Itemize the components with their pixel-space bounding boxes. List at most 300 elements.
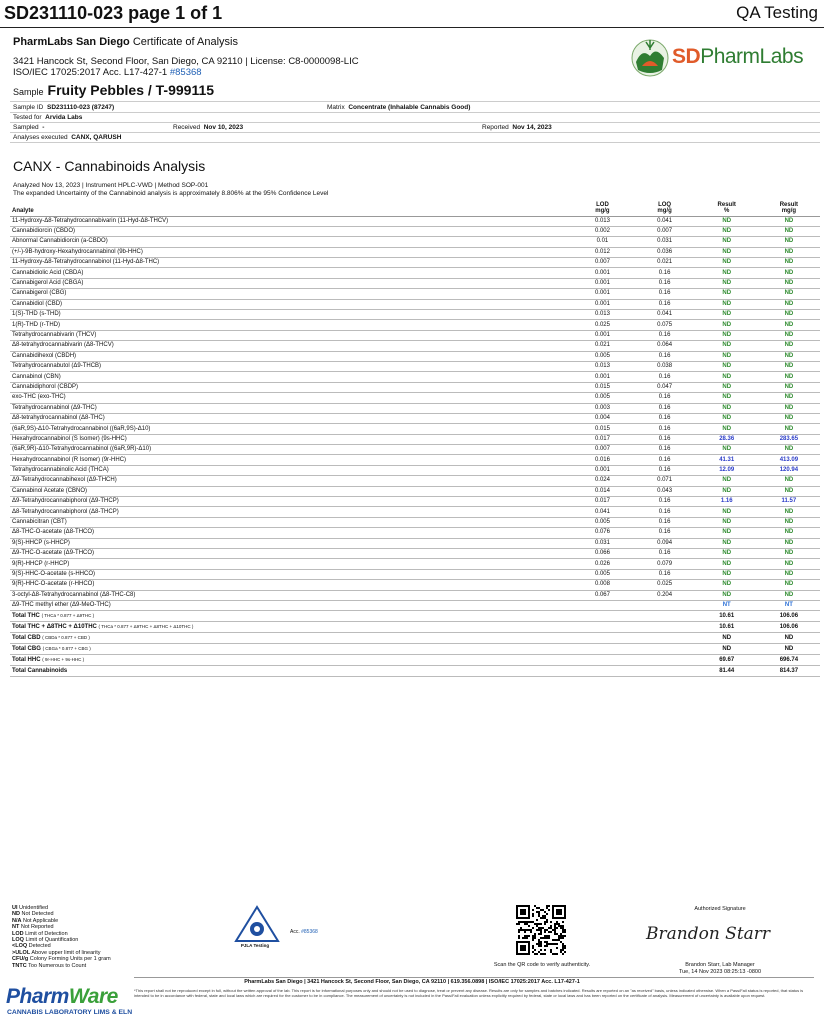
- result-pct-cell: ND: [696, 320, 758, 330]
- empty-cell: [571, 644, 633, 655]
- lod-cell: 0.031: [571, 538, 633, 548]
- loq-cell: 0.043: [634, 486, 696, 496]
- loq-cell: 0.041: [634, 310, 696, 320]
- loq-cell: 0.071: [634, 476, 696, 486]
- result-pct-cell: ND: [696, 580, 758, 590]
- empty-cell: [634, 611, 696, 622]
- lod-cell: 0.013: [571, 361, 633, 371]
- result-pct-cell: ND: [696, 549, 758, 559]
- pharmware-tagline: CANNABIS LABORATORY LIMS & ELN: [7, 1009, 133, 1016]
- legend-item: ND Not Detected: [12, 911, 54, 918]
- uncertainty-note: The expanded Uncertainty of the Cannabinoid analysis is approximately 8.806% at the 95% Confidence Level: [13, 190, 329, 197]
- sample-id-field: Sample ID SD231110-023 (87247): [13, 104, 115, 111]
- result-pct-cell: ND: [696, 289, 758, 299]
- analyte-cell: 1(S)-THD (s-THD): [10, 310, 571, 320]
- analyte-cell: Δ9-THC-O-acetate (Δ9-THCO): [10, 549, 571, 559]
- loq-cell: 0.047: [634, 382, 696, 392]
- total-label-cell: Total THC ( THCa * 0.877 + Δ9THC ): [10, 611, 571, 622]
- result-pct-cell: 1.16: [696, 497, 758, 507]
- table-row: [10, 330, 820, 340]
- result-mg-cell: NT: [758, 600, 820, 610]
- lab-address: [13, 56, 513, 78]
- lod-cell: 0.001: [571, 289, 633, 299]
- loq-cell: 0.16: [634, 268, 696, 278]
- result-pct-cell: ND: [696, 538, 758, 548]
- result-pct-cell: ND: [696, 278, 758, 288]
- table-row: [10, 268, 820, 278]
- lod-cell: 0.013: [571, 310, 633, 320]
- legend-item: TNTC Too Numerous to Count: [12, 962, 87, 969]
- total-row: [10, 644, 820, 655]
- result-pct-cell: 28.36: [696, 434, 758, 444]
- lod-cell: 0.001: [571, 465, 633, 475]
- empty-cell: [571, 622, 633, 633]
- table-row: [10, 351, 820, 361]
- loq-cell: 0.031: [634, 237, 696, 247]
- lod-cell: 0.021: [571, 341, 633, 351]
- analyte-cell: Δ9-Tetrahydrocannabihexol (Δ9-THCH): [10, 476, 571, 486]
- result-pct-cell: ND: [696, 268, 758, 278]
- result-mg-cell: ND: [758, 517, 820, 527]
- table-row: [10, 247, 820, 257]
- col-analyte: Analyte: [10, 200, 571, 216]
- result-mg-cell: ND: [758, 299, 820, 309]
- analyte-cell: Δ8-tetrahydrocannabivarin (Δ8-THCV): [10, 341, 571, 351]
- analyte-cell: Tetrahydrocannabinolic Acid (THCA): [10, 465, 571, 475]
- col-lod: LOD mg/g: [571, 200, 633, 216]
- total-row: [10, 655, 820, 666]
- lod-cell: 0.004: [571, 413, 633, 423]
- loq-cell: 0.007: [634, 226, 696, 236]
- result-mg-cell: ND: [758, 216, 820, 226]
- result-pct-cell: ND: [696, 445, 758, 455]
- lod-cell: 0.007: [571, 445, 633, 455]
- lod-cell: 0.067: [571, 590, 633, 600]
- analyte-cell: 9(R)-HHCP (r-HHCP): [10, 559, 571, 569]
- total-label-cell: Total THC + Δ8THC + Δ10THC ( THCa * 0.877 + Δ9THC + Δ8THC + Δ10THC ): [10, 622, 571, 633]
- table-row: [10, 434, 820, 444]
- result-mg-cell: ND: [758, 372, 820, 382]
- result-pct-cell: ND: [696, 476, 758, 486]
- result-mg-cell: ND: [758, 476, 820, 486]
- empty-cell: [634, 622, 696, 633]
- loq-cell: 0.079: [634, 559, 696, 569]
- analyte-cell: Cannabinol Acetate (CBNO): [10, 486, 571, 496]
- result-mg-cell: ND: [758, 320, 820, 330]
- table-row: [10, 341, 820, 351]
- analyte-cell: Tetrahydrocannabivarin (THCV): [10, 330, 571, 340]
- loq-cell: 0.16: [634, 445, 696, 455]
- table-row: [10, 237, 820, 247]
- result-mg-cell: ND: [758, 237, 820, 247]
- sdpharmlabs-logo: [628, 36, 818, 82]
- legend-item: NT Not Reported: [12, 924, 54, 931]
- total-label-cell: Total CBG ( CBGa * 0.877 + CBG ): [10, 644, 571, 655]
- legend-item: CFU/g Colony Forming Units per 1 gram: [12, 956, 111, 963]
- analyte-cell: Cannabicitran (CBT): [10, 517, 571, 527]
- analyte-cell: 11-Hydroxy-Δ8-Tetrahydrocannabinol (11-Hyd-Δ8-THC): [10, 258, 571, 268]
- total-label-cell: Total Cannabinoids: [10, 666, 571, 677]
- sample-name: Fruity Pebbles / T-999115: [47, 82, 215, 98]
- loq-cell: 0.16: [634, 424, 696, 434]
- table-row: [10, 226, 820, 236]
- result-pct-cell: ND: [696, 424, 758, 434]
- table-row: [10, 538, 820, 548]
- table-row: [10, 569, 820, 579]
- loq-cell: 0.16: [634, 372, 696, 382]
- lod-cell: 0.007: [571, 258, 633, 268]
- disclaimer-text: *This report shall not be reproduced except in full, without the written approval of the lab. This report is for informational purposes only and should not be used to diagnose, treat or prevent any disease. Results are only for samples and batches indicated. Results are reported on an "as received" basis, unless indicated otherwise. When a Pass/Fail status is reported, that status is intended to be in accordance with federal, state and local laws which are required for the customer to be in compliance. The measurement of uncertainty is not included in the Pass/Fail evaluation unless explicitly required by federal, state or local laws and has been reported on the certificate of analysis. Measurement of uncertainty is available upon request.: [134, 988, 804, 998]
- document-id: SD231110-023 page 1 of 1: [4, 3, 223, 23]
- result-mg-cell: ND: [758, 361, 820, 371]
- analyte-cell: Hexahydrocannabinol (S Isomer) (9s-HHC): [10, 434, 571, 444]
- signature-date: Tue, 14 Nov 2023 08:25:13 -0800: [678, 968, 762, 975]
- result-mg-cell: ND: [758, 330, 820, 340]
- result-mg-cell: ND: [758, 247, 820, 257]
- divider: [10, 132, 820, 133]
- legend-item: UI Unidentified: [12, 905, 49, 911]
- loq-cell: 0.16: [634, 278, 696, 288]
- result-mg-cell: ND: [758, 226, 820, 236]
- result-pct-cell: ND: [696, 528, 758, 538]
- lod-cell: 0.012: [571, 247, 633, 257]
- logo-emblem-icon: [628, 36, 672, 82]
- table-row: [10, 216, 820, 226]
- result-pct-cell: ND: [696, 569, 758, 579]
- result-mg-cell: ND: [758, 403, 820, 413]
- lod-cell: 0.066: [571, 549, 633, 559]
- lab-header: [13, 36, 513, 78]
- analyte-cell: (6aR,9S)-Δ10-Tetrahydrocannabinol ((6aR,9S)-Δ10): [10, 424, 571, 434]
- lod-cell: 0.001: [571, 278, 633, 288]
- divider: [10, 112, 820, 113]
- analyte-cell: Δ9-Tetrahydrocannabiphorol (Δ9-THCP): [10, 497, 571, 507]
- loq-cell: 0.16: [634, 299, 696, 309]
- result-mg-cell: 413.09: [758, 455, 820, 465]
- result-pct-cell: ND: [696, 330, 758, 340]
- result-mg-cell: ND: [758, 590, 820, 600]
- empty-cell: [634, 655, 696, 666]
- total-row: [10, 633, 820, 644]
- lod-cell: 0.015: [571, 424, 633, 434]
- total-label-cell: Total HHC ( 9r-HHC + 9s-HHC ): [10, 655, 571, 666]
- result-mg-cell: ND: [758, 424, 820, 434]
- logo-wordmark: SDPharmLabs: [672, 45, 804, 68]
- analyte-cell: Cannabidiphorol (CBDP): [10, 382, 571, 392]
- lod-cell: 0.015: [571, 382, 633, 392]
- sampled-field: Sampled -: [13, 124, 45, 131]
- loq-cell: 0.036: [634, 247, 696, 257]
- total-mg-cell: 814.37: [758, 666, 820, 677]
- empty-cell: [571, 655, 633, 666]
- qr-code-icon[interactable]: [516, 905, 566, 955]
- loq-cell: 0.16: [634, 549, 696, 559]
- analysis-meta: Analyzed Nov 13, 2023 | Instrument HPLC-VWD | Method SOP-001: [13, 182, 209, 189]
- lod-cell: 0.013: [571, 216, 633, 226]
- analyte-cell: Tetrahydrocannabinol (Δ9-THC): [10, 403, 571, 413]
- result-mg-cell: ND: [758, 310, 820, 320]
- analyte-cell: 11-Hydroxy-Δ8-Tetrahydrocannabivarin (11-Hyd-Δ8-THCV): [10, 216, 571, 226]
- total-pct-cell: ND: [696, 633, 758, 644]
- table-row: [10, 476, 820, 486]
- analyte-cell: 1(R)-THD (r-THD): [10, 320, 571, 330]
- total-row: [10, 666, 820, 677]
- analyte-cell: 3-octyl-Δ8-Tetrahydrocannabinol (Δ8-THC-C8): [10, 590, 571, 600]
- result-pct-cell: ND: [696, 517, 758, 527]
- accreditation-link[interactable]: #85368: [169, 67, 202, 78]
- result-pct-cell: NT: [696, 600, 758, 610]
- table-row: [10, 372, 820, 382]
- table-row: [10, 580, 820, 590]
- result-pct-cell: ND: [696, 413, 758, 423]
- qa-testing-label: QA Testing: [736, 3, 818, 22]
- analyte-cell: Cannabidiol (CBD): [10, 299, 571, 309]
- result-pct-cell: ND: [696, 299, 758, 309]
- result-pct-cell: ND: [696, 507, 758, 517]
- result-mg-cell: ND: [758, 559, 820, 569]
- total-label-cell: Total CBD ( CBDa * 0.877 + CBD ): [10, 633, 571, 644]
- loq-cell: 0.16: [634, 528, 696, 538]
- total-pct-cell: ND: [696, 644, 758, 655]
- lod-cell: 0.001: [571, 330, 633, 340]
- analyte-cell: (6aR,9R)-Δ10-Tetrahydrocannabinol ((6aR,9R)-Δ10): [10, 445, 571, 455]
- coa-label: Certificate of Analysis: [132, 36, 238, 48]
- result-pct-cell: ND: [696, 258, 758, 268]
- footer-divider: [134, 977, 814, 978]
- analyte-cell: 9(S)-HHC-O-acetate (s-HHCO): [10, 569, 571, 579]
- lod-cell: 0.003: [571, 403, 633, 413]
- lod-cell: 0.025: [571, 320, 633, 330]
- lod-cell: 0.002: [571, 226, 633, 236]
- lod-cell: 0.024: [571, 476, 633, 486]
- table-row: [10, 517, 820, 527]
- analyte-cell: Cannabidiolic Acid (CBDA): [10, 268, 571, 278]
- analyte-cell: Cannabidiorcin (CBDO): [10, 226, 571, 236]
- loq-cell: 0.064: [634, 341, 696, 351]
- loq-cell: 0.16: [634, 455, 696, 465]
- analyte-cell: Δ8-Tetrahydrocannabiphorol (Δ8-THCP): [10, 507, 571, 517]
- loq-cell: 0.16: [634, 393, 696, 403]
- result-pct-cell: ND: [696, 382, 758, 392]
- result-mg-cell: ND: [758, 445, 820, 455]
- table-row: [10, 497, 820, 507]
- table-row: [10, 403, 820, 413]
- lod-cell: 0.008: [571, 580, 633, 590]
- table-row: [10, 507, 820, 517]
- result-pct-cell: ND: [696, 590, 758, 600]
- loq-cell: 0.16: [634, 289, 696, 299]
- result-mg-cell: ND: [758, 538, 820, 548]
- table-row: [10, 320, 820, 330]
- result-pct-cell: ND: [696, 247, 758, 257]
- lod-cell: [571, 600, 633, 610]
- pharmware-logo: [6, 985, 133, 1019]
- analyte-cell: 9(S)-HHCP (s-HHCP): [10, 538, 571, 548]
- result-pct-cell: ND: [696, 226, 758, 236]
- total-pct-cell: 10.61: [696, 622, 758, 633]
- result-pct-cell: ND: [696, 403, 758, 413]
- lab-accreditation-line: ISO/IEC 17025:2017 Acc. L17-427-1 #85368: [13, 67, 202, 78]
- table-row: [10, 299, 820, 309]
- table-row: [10, 465, 820, 475]
- analyte-cell: Δ9-THC methyl ether (Δ9-MeO-THC): [10, 600, 571, 610]
- top-bar: [0, 0, 824, 28]
- analyte-cell: (+/-)-9B-hydroxy-Hexahydrocannabinol (9b-HHC): [10, 247, 571, 257]
- reported-field: Reported Nov 14, 2023: [482, 124, 552, 131]
- result-pct-cell: ND: [696, 237, 758, 247]
- lod-cell: 0.014: [571, 486, 633, 496]
- result-pct-cell: ND: [696, 372, 758, 382]
- total-mg-cell: ND: [758, 644, 820, 655]
- loq-cell: 0.16: [634, 517, 696, 527]
- pjla-logo-icon: [232, 905, 282, 945]
- table-row: [10, 424, 820, 434]
- sample-heading: Sample Fruity Pebbles / T-999115: [13, 82, 215, 98]
- loq-cell: 0.075: [634, 320, 696, 330]
- table-body: [10, 216, 820, 677]
- table-row: [10, 549, 820, 559]
- lab-title: [13, 36, 513, 48]
- signature-label: Authorized Signature: [694, 906, 746, 912]
- result-mg-cell: ND: [758, 382, 820, 392]
- table-row: [10, 486, 820, 496]
- footer-address: PharmLabs San Diego | 3421 Hancock St, Second Floor, San Diego, CA 92110 | 619.356.0898 | ISO/IEC 17025:2017 Acc. L17-427-1: [244, 979, 580, 985]
- table-row: [10, 289, 820, 299]
- result-pct-cell: 41.31: [696, 455, 758, 465]
- cannabinoid-results-table: [10, 200, 820, 677]
- divider: [10, 142, 820, 143]
- table-row: [10, 413, 820, 423]
- result-mg-cell: ND: [758, 528, 820, 538]
- lod-cell: 0.041: [571, 507, 633, 517]
- analyte-cell: Tetrahydrocannabutol (Δ9-THCB): [10, 361, 571, 371]
- empty-cell: [571, 633, 633, 644]
- analyte-cell: Cannabinol (CBN): [10, 372, 571, 382]
- analyte-cell: 9(R)-HHC-O-acetate (r-HHCO): [10, 580, 571, 590]
- empty-cell: [634, 666, 696, 677]
- total-mg-cell: 106.06: [758, 611, 820, 622]
- lod-cell: 0.017: [571, 497, 633, 507]
- analyte-cell: Cannabigerol (CBG): [10, 289, 571, 299]
- lod-cell: 0.001: [571, 372, 633, 382]
- lod-cell: 0.001: [571, 268, 633, 278]
- table-row: [10, 278, 820, 288]
- pjla-label: PJLA Testing: [240, 943, 270, 948]
- result-pct-cell: ND: [696, 351, 758, 361]
- result-mg-cell: ND: [758, 580, 820, 590]
- result-pct-cell: ND: [696, 559, 758, 569]
- lod-cell: 0.01: [571, 237, 633, 247]
- loq-cell: 0.038: [634, 361, 696, 371]
- total-pct-cell: 69.67: [696, 655, 758, 666]
- lod-cell: 0.017: [571, 434, 633, 444]
- loq-cell: 0.16: [634, 507, 696, 517]
- lod-cell: 0.001: [571, 299, 633, 309]
- analyte-cell: Cannabigerol Acid (CBGA): [10, 278, 571, 288]
- loq-cell: 0.16: [634, 569, 696, 579]
- total-pct-cell: 81.44: [696, 666, 758, 677]
- divider: [10, 101, 820, 102]
- signer-info: [660, 962, 780, 975]
- table-row: [10, 528, 820, 538]
- col-result-mg: Result mg/g: [758, 200, 820, 216]
- loq-cell: 0.16: [634, 413, 696, 423]
- total-row: [10, 611, 820, 622]
- loq-cell: 0.16: [634, 497, 696, 507]
- lod-cell: 0.026: [571, 559, 633, 569]
- pjla-accreditation: Acc. #85368: [290, 929, 318, 935]
- loq-cell: 0.025: [634, 580, 696, 590]
- result-mg-cell: ND: [758, 549, 820, 559]
- result-mg-cell: 120.94: [758, 465, 820, 475]
- table-header-row: [10, 200, 820, 216]
- result-pct-cell: ND: [696, 216, 758, 226]
- loq-cell: 0.094: [634, 538, 696, 548]
- loq-cell: 0.16: [634, 465, 696, 475]
- table-row: [10, 310, 820, 320]
- result-mg-cell: ND: [758, 351, 820, 361]
- lab-address-line: 3421 Hancock St, Second Floor, San Diego, CA 92110 | License: C8-0000098-LIC: [13, 56, 359, 67]
- analyte-cell: Hexahydrocannabinol (R Isomer) (9r-HHC): [10, 455, 571, 465]
- pjla-badge: [232, 905, 322, 953]
- result-mg-cell: ND: [758, 278, 820, 288]
- total-row: [10, 622, 820, 633]
- result-mg-cell: ND: [758, 258, 820, 268]
- analyte-cell: Δ8-THC-O-acetate (Δ8-THCO): [10, 528, 571, 538]
- lod-cell: 0.005: [571, 393, 633, 403]
- loq-cell: 0.16: [634, 351, 696, 361]
- col-loq: LOQ mg/g: [634, 200, 696, 216]
- legend-item: >ULOL Above upper limit of linearity: [12, 949, 101, 956]
- analyte-cell: Abnormal Cannabidiorcin (a-CBDO): [10, 237, 571, 247]
- legend-item: LOQ Limit of Quantification: [12, 937, 79, 944]
- result-mg-cell: ND: [758, 289, 820, 299]
- lab-name: PharmLabs San Diego: [13, 36, 130, 48]
- result-mg-cell: 11.57: [758, 497, 820, 507]
- table-row: [10, 258, 820, 268]
- legend-item: <LOQ Detected: [12, 943, 51, 950]
- table-row: [10, 445, 820, 455]
- table-row: [10, 600, 820, 610]
- legend-item: N/A Not Applicable: [12, 917, 59, 924]
- table-row: [10, 382, 820, 392]
- lod-cell: 0.076: [571, 528, 633, 538]
- total-mg-cell: 696.74: [758, 655, 820, 666]
- result-mg-cell: ND: [758, 341, 820, 351]
- loq-cell: 0.204: [634, 590, 696, 600]
- table-row: [10, 455, 820, 465]
- table-row: [10, 393, 820, 403]
- result-pct-cell: ND: [696, 310, 758, 320]
- analyte-cell: Δ8-tetrahydrocannabinol (Δ8-THC): [10, 413, 571, 423]
- result-pct-cell: ND: [696, 393, 758, 403]
- lod-cell: 0.005: [571, 517, 633, 527]
- handwritten-signature: Brandon Starr: [646, 924, 771, 944]
- result-mg-cell: ND: [758, 413, 820, 423]
- analyte-cell: exo-THC (exo-THC): [10, 393, 571, 403]
- loq-cell: 0.021: [634, 258, 696, 268]
- tested-for-field: Tested for Arvida Labs: [13, 114, 83, 121]
- loq-cell: [634, 600, 696, 610]
- analyte-cell: Cannabidihexol (CBDH): [10, 351, 571, 361]
- signer-name: Brandon Starr, Lab Manager: [685, 962, 755, 968]
- result-mg-cell: ND: [758, 393, 820, 403]
- section-title: CANX - Cannabinoids Analysis: [13, 158, 206, 174]
- loq-cell: 0.041: [634, 216, 696, 226]
- empty-cell: [634, 644, 696, 655]
- loq-cell: 0.16: [634, 330, 696, 340]
- lod-cell: 0.005: [571, 569, 633, 579]
